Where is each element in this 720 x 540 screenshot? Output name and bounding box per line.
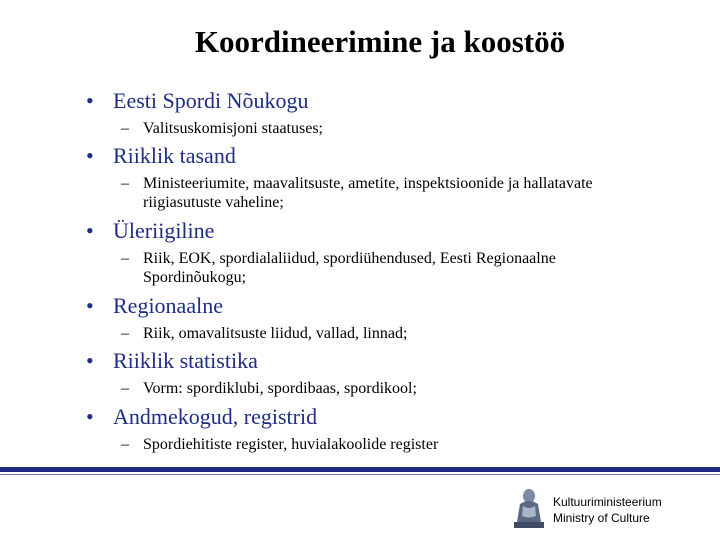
section-heading: Eesti Spordi Nõukogu (113, 88, 309, 113)
section-subtext: Spordiehitiste register, huvialakoolide register (143, 436, 439, 453)
section-3 (0, 217, 720, 286)
section-subtext: Ministeeriumite, maavalitsuste, ametite, inspektsioonide ja hallatavate riigiasutuste vaheline; (143, 175, 593, 211)
statue-logo-icon (510, 486, 548, 528)
section-4 (0, 292, 720, 342)
dash-icon: – (121, 175, 129, 192)
dash-icon: – (121, 120, 129, 137)
section-2 (0, 142, 720, 211)
section-subtext: Riik, omavalitsuste liidud, vallad, linnad; (143, 325, 408, 342)
section-6 (0, 403, 720, 453)
dash-icon: – (121, 380, 129, 397)
section-heading: Regionaalne (113, 293, 223, 318)
bullet-icon: • (86, 143, 94, 168)
slide-title: Koordineerimine ja koostöö (194, 24, 566, 59)
dash-icon: – (121, 250, 129, 267)
section-heading: Üleriigiline (113, 218, 215, 243)
ministry-name-et: Kultuuriministeerium (553, 495, 662, 509)
section-subtext: Riik, EOK, spordialaliidud, spordiühendused, Eesti Regionaalne Spordinõukogu; (143, 250, 556, 286)
bullet-icon: • (86, 348, 94, 373)
section-subtext: Valitsuskomisjoni staatuses; (143, 120, 323, 137)
footer-divider-thin (0, 474, 720, 475)
section-1 (0, 87, 720, 137)
section-heading: Andmekogud, registrid (113, 404, 318, 429)
bullet-icon: • (86, 404, 94, 429)
footer-divider (0, 467, 720, 472)
ministry-name-en: Ministry of Culture (553, 511, 650, 525)
dash-icon: – (121, 325, 129, 342)
section-subtext: Vorm: spordiklubi, spordibaas, spordikool; (143, 380, 417, 397)
section-heading: Riiklik statistika (113, 348, 258, 373)
ministry-label (553, 494, 662, 526)
bullet-icon: • (86, 218, 94, 243)
dash-icon: – (121, 436, 129, 453)
bullet-icon: • (86, 293, 94, 318)
section-heading: Riiklik tasand (113, 143, 236, 168)
section-5 (0, 347, 720, 397)
bullet-icon: • (86, 88, 94, 113)
